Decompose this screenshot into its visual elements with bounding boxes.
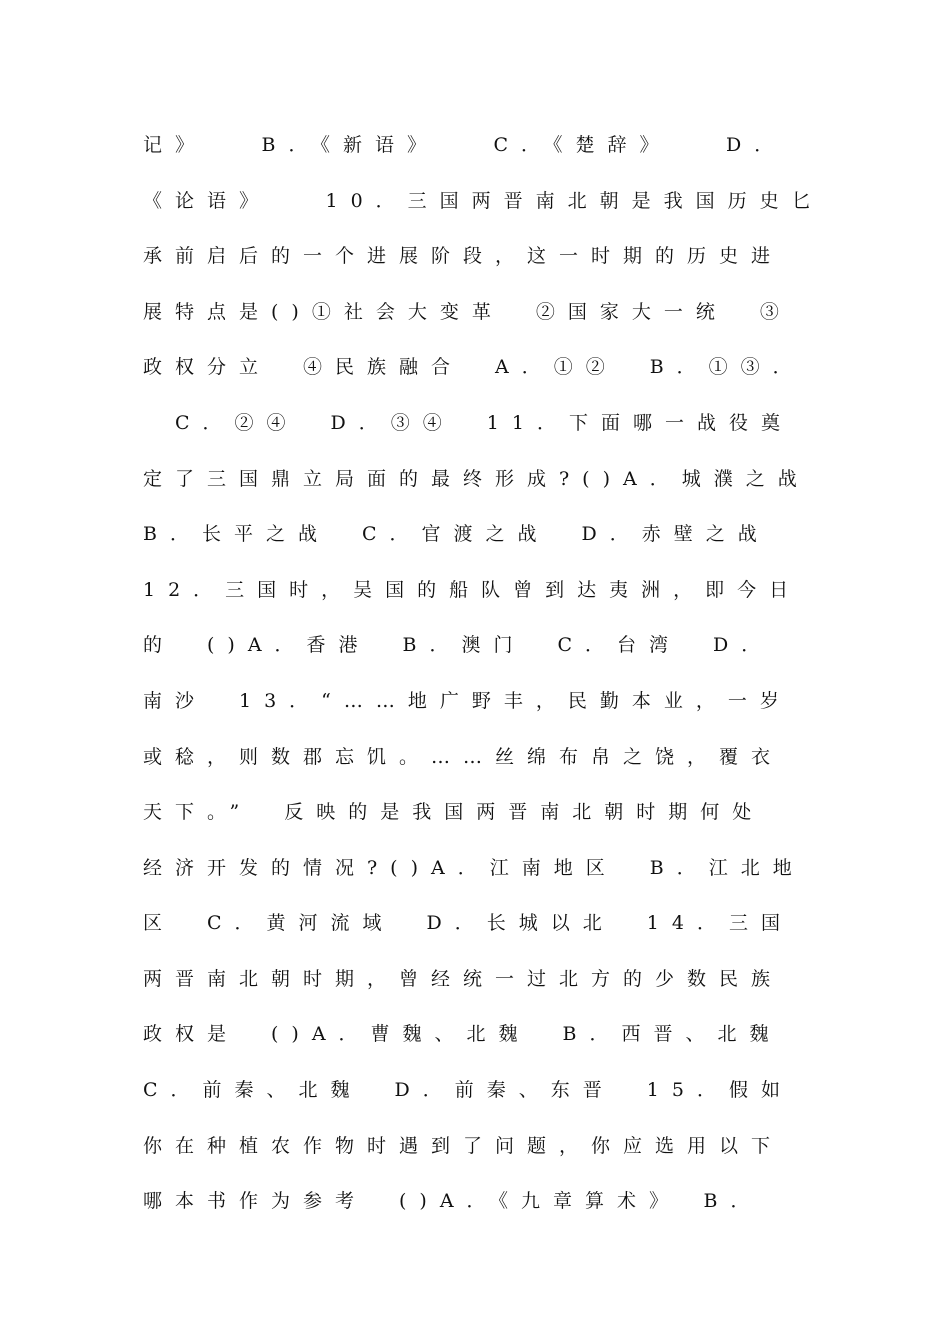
text-line: 两晋南北朝时期，曾经统一过北方的少数民族 xyxy=(143,968,784,990)
text-line: 定了三国鼎立局面的最终形成?()A．城濮之战 xyxy=(143,468,810,490)
text-line: 你在种植农作物时遇到了问题，你应选用以下 xyxy=(143,1135,784,1157)
text-line: 记》 B．《新语》 C．《楚辞》 D． xyxy=(143,134,787,156)
text-line: B．长平之战 C．官渡之战 D．赤壁之战 xyxy=(143,523,770,545)
text-line: 承前启后的一个进展阶段，这一时期的历史进 xyxy=(143,245,784,267)
text-line: 政权是 ()A．曹魏、北魏 B．西晋、北魏 xyxy=(143,1023,782,1045)
text-line: C．前秦、北魏 D．前秦、东晋 15．假如 xyxy=(143,1079,793,1101)
text-line: 哪本书作为参考 ()A．《九章算术》 B． xyxy=(143,1190,763,1212)
text-line: 或稔，则数郡忘饥。……丝绵布帛之饶，覆衣 xyxy=(143,746,784,768)
text-line: 的 ()A．香港 B．澳门 C．台湾 D． xyxy=(143,634,774,656)
text-line: 展特点是()①社会大变革 ②国家大一统 ③ xyxy=(143,301,792,323)
text-line: 经济开发的情况?()A．江南地区 B．江北地 xyxy=(143,857,805,879)
text-line: C．②④ D．③④ 11．下面哪一战役奠 xyxy=(143,412,793,434)
text-line: 南沙 13．“……地广野丰，民勤本业，一岁 xyxy=(143,690,792,712)
text-line: 区 C．黄河流域 D．长城以北 14．三国 xyxy=(143,912,793,934)
text-line: 《论语》 10．三国两晋南北朝是我国历史匕 xyxy=(143,190,824,212)
text-line: 天下。” 反映的是我国两晋南北朝时期何处 xyxy=(143,801,765,823)
text-line: 12．三国时，吴国的船队曾到达夷洲，即今日 xyxy=(143,579,802,601)
text-line: 政权分立 ④民族融合 A．①② B．①③． xyxy=(143,356,805,378)
